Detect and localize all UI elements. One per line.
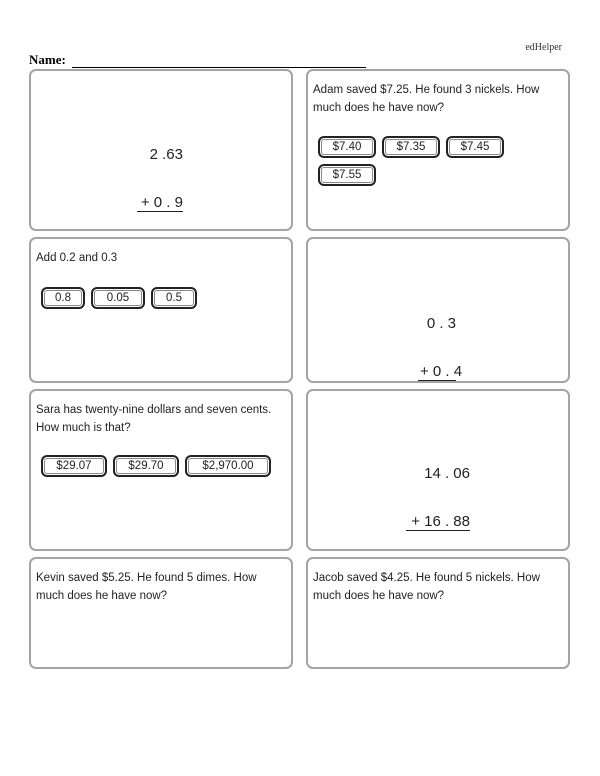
name-input-line[interactable] xyxy=(72,55,366,68)
addend-bottom: + 0 . 9 xyxy=(137,195,183,212)
question-text: Jacob saved $4.25. He found 5 nickels. How much does he have now? xyxy=(313,572,540,602)
problem-card-8 xyxy=(306,557,570,669)
addend-top: 0 . 3 xyxy=(426,315,456,332)
name-row xyxy=(29,52,366,68)
question-text: Sara has twenty-nine dollars and seven cents. How much is that? xyxy=(36,404,272,434)
answer-choice[interactable]: $2,970.00 xyxy=(185,455,271,477)
question-text: Adam saved $7.25. He found 3 nickels. How much does he have now? xyxy=(313,84,540,114)
addend-bottom: + 16 . 88 xyxy=(406,514,470,531)
problem-card-7 xyxy=(29,557,293,669)
problem-card-4 xyxy=(306,237,570,383)
brand-label: edHelper xyxy=(525,42,562,53)
arithmetic-problem xyxy=(137,115,183,244)
answer-choice[interactable]: 0.05 xyxy=(91,287,145,309)
answer-choice[interactable]: $29.70 xyxy=(113,455,179,477)
answer-choice[interactable]: 0.8 xyxy=(41,287,85,309)
problem-card-2 xyxy=(306,69,570,231)
addend-top: 2 .63 xyxy=(149,146,183,163)
addend-bottom: + 0 . 4 xyxy=(420,363,463,380)
addend-top: 14 . 06 xyxy=(424,465,470,482)
problem-card-6 xyxy=(306,389,570,551)
problem-card-3 xyxy=(29,237,293,383)
answer-choice[interactable]: $7.45 xyxy=(446,136,504,158)
answer-choice[interactable]: $7.40 xyxy=(318,136,376,158)
answer-choices xyxy=(318,136,558,186)
problem-card-1 xyxy=(29,69,293,231)
answer-choices xyxy=(41,455,281,477)
answer-choice[interactable]: $7.35 xyxy=(382,136,440,158)
answer-choices xyxy=(41,287,281,309)
name-label: Name: xyxy=(29,52,66,67)
question-text: Kevin saved $5.25. He found 5 dimes. How much does he have now? xyxy=(36,572,257,602)
arithmetic-problem xyxy=(406,434,470,563)
question-text: Add 0.2 and 0.3 xyxy=(36,252,118,264)
answer-choice[interactable]: $29.07 xyxy=(41,455,107,477)
answer-choice[interactable]: 0.5 xyxy=(151,287,197,309)
problem-card-5 xyxy=(29,389,293,551)
answer-choice[interactable]: $7.55 xyxy=(318,164,376,186)
